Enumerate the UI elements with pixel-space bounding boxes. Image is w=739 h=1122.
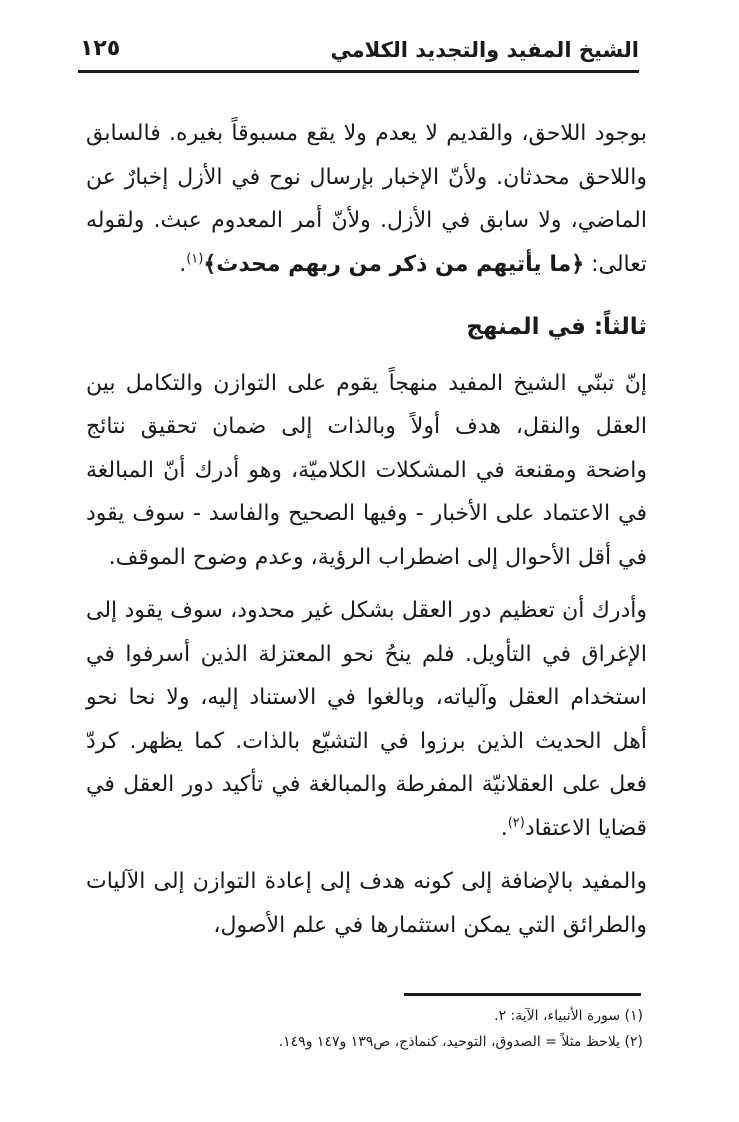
running-title: الشيخ المفيد والتجديد الكلامي bbox=[330, 38, 639, 62]
section-heading: ثالثاً: في المنهج bbox=[466, 314, 647, 340]
paragraph-4: والمفيد بالإضافة إلى كونه هدف إلى إعادة التوازن إلى الآليات والطرائق التي يمكن استثمارها في علم الأصول، bbox=[86, 869, 647, 938]
paragraph-3-end: . bbox=[500, 815, 508, 841]
footnote-ref-1: (١) bbox=[186, 251, 204, 267]
page-number: ١٢٥ bbox=[80, 36, 121, 61]
paragraph-3 bbox=[86, 589, 647, 850]
quran-verse: ﴿ما يأتيهم من ذكر من ربهم محدث﴾ bbox=[203, 251, 585, 277]
footnote-2: (٢) يلاحظ مثلاً = الصدوق، التوحيد، كنماذج، ص١٣٩ و١٤٧ و١٤٩. bbox=[278, 1034, 643, 1050]
paragraph-1-text: بوجود اللاحق، والقديم لا يعدم ولا يقع مسبوقاً بغيره. فالسابق واللاحق محدثان. ولأنّ الإخبار بإرسال نوح في الأزل إخبارٌ عن الماضي، ولا سابق في الأزل. ولأنّ أمر المعدوم عبث. ولقوله تعالى: bbox=[86, 121, 647, 277]
page-header bbox=[78, 30, 639, 73]
body-text bbox=[86, 112, 647, 947]
footnotes bbox=[86, 1003, 643, 1055]
paragraph-2: إنّ تبنّي الشيخ المفيد منهجاً يقوم على التوازن والتكامل بين العقل والنقل، هدف أولاً وبالذات إلى ضمان تحقيق نتائج واضحة ومقنعة في المشكلات الكلاميّة، وهو أدرك أنّ المبالغة في الاعتماد على الأخبار - وفيها الصحيح والفاسد - سوف يقود في أقل الأحوال إلى اضطراب الرؤية، وعدم وضوح الموقف. bbox=[86, 370, 647, 570]
footnote-1: (١) سورة الأنبياء، الآية: ٢. bbox=[494, 1008, 643, 1024]
paragraph-1-end: . bbox=[179, 251, 187, 277]
paragraph-1 bbox=[86, 112, 647, 286]
footnote-divider bbox=[404, 993, 641, 996]
paragraph-3-text: وأدرك أن تعظيم دور العقل بشكل غير محدود، سوف يقود إلى الإغراق في التأويل. فلم ينحُ نحو المعتزلة الذين أسرفوا في استخدام العقل وآلياته، وبالغوا في الاستناد إليه، ولا نحا نحو أهل الحديث الذين برزوا في التشيّع بالذات. كما يظهر. كردّ فعل على العقلانيّة المفرطة والمبالغة في تأكيد دور العقل في قضايا الاعتقاد bbox=[86, 598, 647, 841]
footnote-ref-2: (٢) bbox=[507, 815, 525, 831]
